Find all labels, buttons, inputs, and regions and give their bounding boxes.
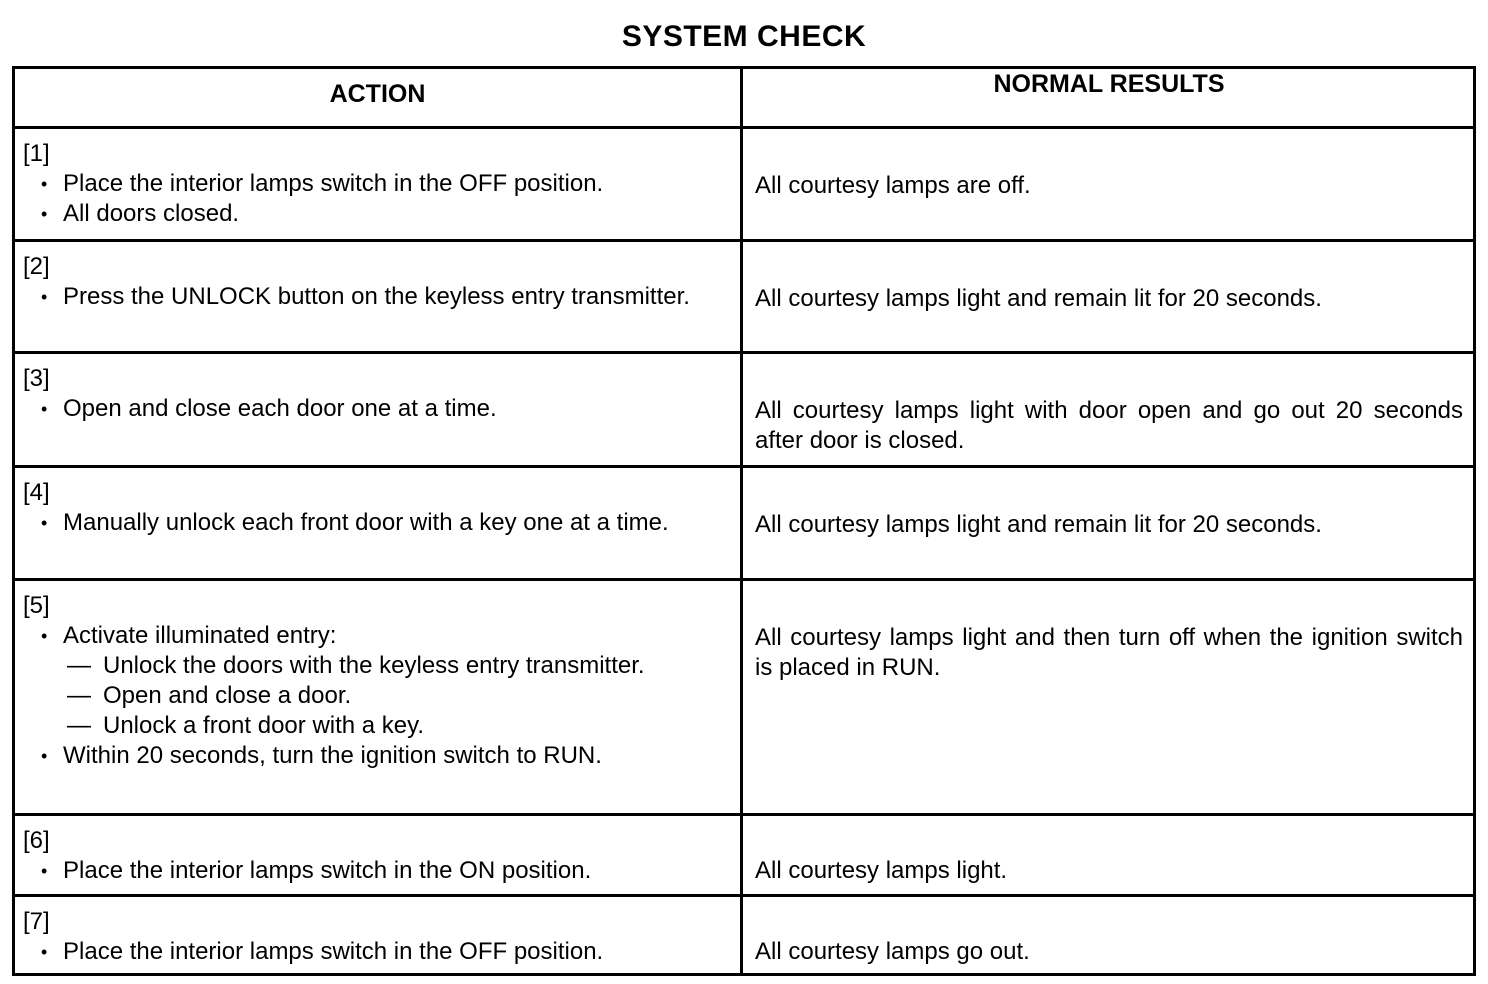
table-row [15, 813, 1473, 894]
result-cell [743, 581, 1473, 813]
step-number: [1] [23, 140, 50, 167]
sub-action-item: — Unlock a front door with a key. [67, 711, 732, 741]
step-number: [4] [23, 479, 50, 506]
action-list [23, 937, 732, 967]
result-cell [743, 129, 1473, 239]
result-text: All courtesy lamps light with door open and go out 20 seconds after door is closed. [755, 397, 1463, 454]
result-cell [743, 897, 1473, 973]
action-list [23, 169, 732, 229]
result-text: All courtesy lamps go out. [755, 938, 1030, 965]
action-list [23, 621, 732, 771]
action-cell [15, 354, 743, 465]
action-bullet: • All doors closed. [41, 199, 732, 229]
action-bullet: • Place the interior lamps switch in the ON position. [41, 856, 732, 886]
step-number: [6] [23, 827, 50, 854]
result-cell [743, 242, 1473, 351]
sub-action-list [63, 651, 732, 741]
table-row [15, 351, 1473, 465]
action-list [23, 508, 732, 538]
page-title: SYSTEM CHECK [621, 20, 867, 53]
action-bullet: • Within 20 seconds, turn the ignition switch to RUN. [41, 741, 732, 771]
table-header-row [15, 69, 1473, 126]
action-bullet: • Place the interior lamps switch in the OFF position. [41, 169, 732, 199]
action-column-header: ACTION [15, 69, 743, 126]
step-number: [5] [23, 592, 50, 619]
result-text: All courtesy lamps light and remain lit for 20 seconds. [755, 511, 1322, 538]
sub-action-item: — Unlock the doors with the keyless entry transmitter. [67, 651, 732, 681]
action-cell [15, 129, 743, 239]
results-column-header: NORMAL RESULTS [993, 70, 1225, 98]
result-text: All courtesy lamps light and remain lit for 20 seconds. [755, 285, 1322, 312]
system-check-table [12, 66, 1476, 976]
action-bullet: • Press the UNLOCK button on the keyless entry transmitter. [41, 282, 732, 312]
action-list [23, 856, 732, 886]
result-cell [743, 816, 1473, 894]
action-list [23, 394, 732, 424]
action-cell [15, 897, 743, 973]
table-row [15, 465, 1473, 578]
action-bullet [41, 621, 732, 741]
action-list [23, 282, 732, 312]
result-text: All courtesy lamps light. [755, 857, 1008, 884]
action-cell [15, 816, 743, 894]
step-number: [2] [23, 253, 50, 280]
table-row [15, 578, 1473, 813]
table-row [15, 126, 1473, 239]
result-text: All courtesy lamps are off. [755, 172, 1031, 199]
result-text: All courtesy lamps light and then turn off when the ignition switch is placed in RUN. [755, 624, 1463, 681]
action-bullet: • Open and close each door one at a time. [41, 394, 732, 424]
sub-action-item: — Open and close a door. [67, 681, 732, 711]
result-cell [743, 468, 1473, 578]
table-row [15, 894, 1473, 973]
action-bullet: • Manually unlock each front door with a key one at a time. [41, 508, 732, 538]
action-bullet-text: Activate illuminated entry: [63, 622, 337, 649]
table-row [15, 239, 1473, 351]
action-cell [15, 468, 743, 578]
action-bullet: • Place the interior lamps switch in the OFF position. [41, 937, 732, 967]
result-cell [743, 354, 1473, 465]
action-cell [15, 581, 743, 813]
step-number: [3] [23, 365, 50, 392]
action-cell [15, 242, 743, 351]
step-number: [7] [23, 908, 50, 935]
